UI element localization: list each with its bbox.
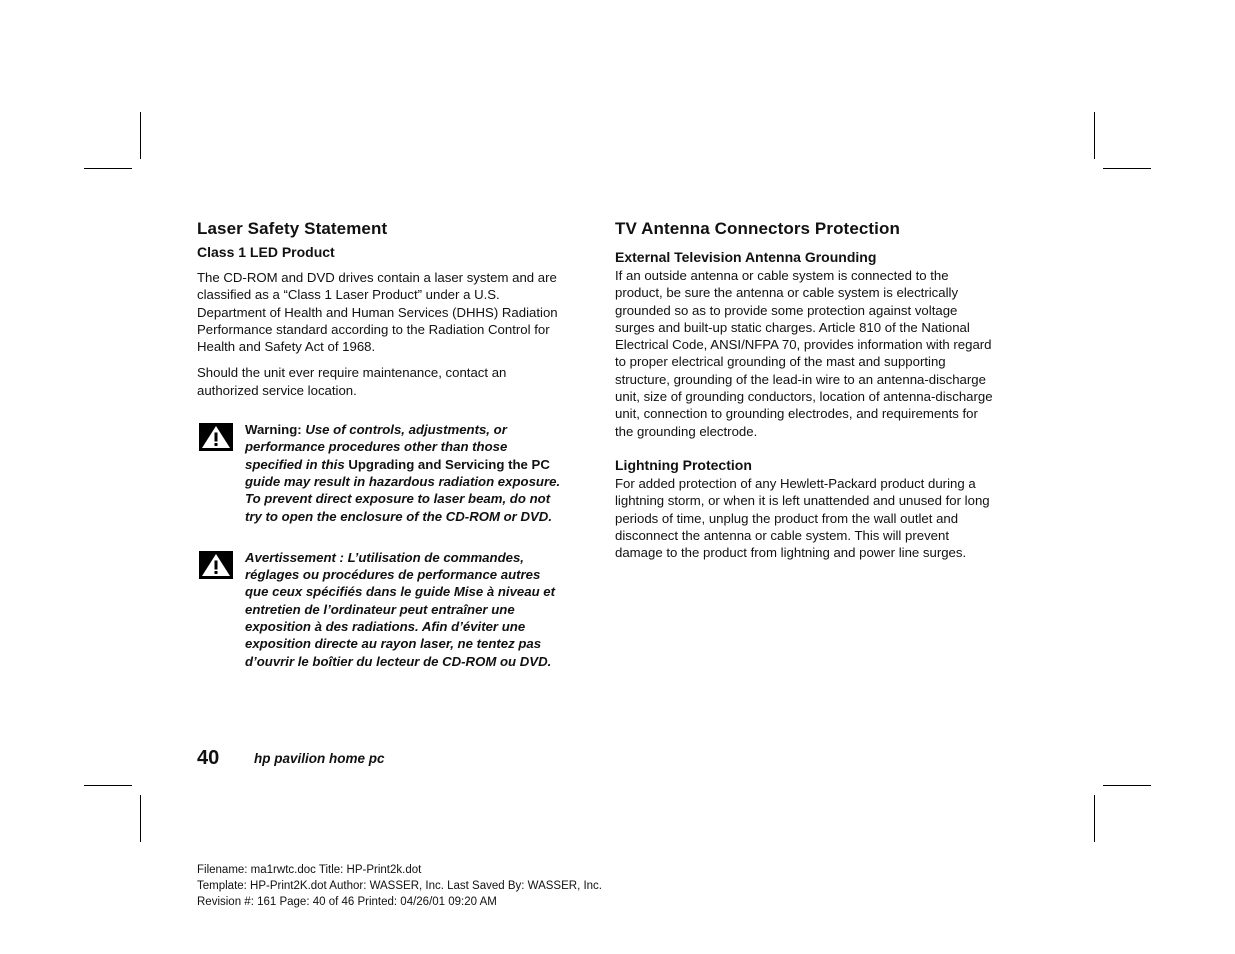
antenna-grounding-paragraph: If an outside antenna or cable system is connected to the product, be sure the antenna or cable system is electrically grounded so as to provide some protection against voltage surges and built-up static charges. Article 810 of the National Electrical Code, ANSI/NFPA 70, provides information with regard to proper electrical grounding of the mast and supporting structure, grounding of the lead-in wire to an antenna-discharge unit, size of grounding conductors, location of antenna-discharge unit, connection to grounding electrodes, and requirements for the grounding electrode. xyxy=(615,268,993,439)
meta-line-3: Revision #: 161 Page: 40 of 46 Printed: 04/26/01 09:20 AM xyxy=(197,896,497,908)
footer-title: hp pavilion home pc xyxy=(254,751,385,766)
warning-block-en xyxy=(197,421,565,525)
warning-title-ref: Upgrading and Servicing the PC xyxy=(344,456,550,472)
crop-mark-top-right-v xyxy=(1094,112,1095,159)
crop-mark-top-left-v xyxy=(140,112,141,159)
page-number: 40 xyxy=(197,747,220,769)
left-column xyxy=(197,218,565,670)
crop-mark-bottom-left-h xyxy=(84,785,132,786)
antenna-grounding-subheading: External Television Antenna Grounding xyxy=(615,249,877,265)
crop-mark-bottom-right-v xyxy=(1094,795,1095,842)
warning-triangle-icon xyxy=(199,423,233,451)
document-metadata xyxy=(197,862,602,910)
meta-line-2: Template: HP-Print2K.dot Author: WASSER, Inc. Last Saved By: WASSER, Inc. xyxy=(197,880,603,892)
crop-mark-bottom-left-v xyxy=(140,795,141,842)
crop-mark-top-right-h xyxy=(1103,168,1151,169)
crop-mark-bottom-right-h xyxy=(1103,785,1151,786)
warning-text-en xyxy=(245,421,565,525)
warning-part2: guide may result in hazardous radiation exposure. To prevent direct exposure to laser beam, do not try to open the enclosure of the CD-ROM or DVD. xyxy=(245,473,561,524)
meta-line-1: Filename: ma1rwtc.doc Title: HP-Print2k.dot xyxy=(197,864,422,876)
lightning-subheading: Lightning Protection xyxy=(615,456,752,473)
warning-triangle-icon xyxy=(199,551,233,579)
laser-paragraph-2: Should the unit ever require maintenance, contact an authorized service location. xyxy=(197,365,507,398)
right-column xyxy=(615,218,993,561)
warning-text-fr: Avertissement : L’utilisation de commandes, réglages ou procédures de performance autres que ceux spécifiés dans le guide Mise à niveau et entretien de l’ordinateur peut entraîner une exposition à des radiations. Afin d’éviter une exposition directe au rayon laser, ne tentez pas d’ouvrir le boîtier du lecteur de CD-ROM ou DVD. xyxy=(245,549,556,669)
warning-block-fr xyxy=(197,549,565,670)
crop-mark-top-left-h xyxy=(84,168,132,169)
class1-subheading: Class 1 LED Product xyxy=(197,244,335,260)
warning-label: Warning: xyxy=(245,422,306,438)
laser-safety-heading: Laser Safety Statement xyxy=(197,219,388,238)
tv-antenna-heading: TV Antenna Connectors Protection xyxy=(615,219,900,238)
laser-paragraph-1: The CD-ROM and DVD drives contain a laser system and are classified as a “Class 1 Laser Product” under a U.S. Department of Health and Human Services (DHHS) Radiation Performance standard according to the Radiation Control for Health and Safety Act of 1968. xyxy=(197,270,558,355)
lightning-paragraph: For added protection of any Hewlett-Packard product during a lightning storm, or when it is left unattended and unused for long periods of time, unplug the product from the wall outlet and disconnect the antenna or cable system. This will prevent damage to the product from lightning and power line surges. xyxy=(615,475,990,561)
warning-part1: Use of controls, adjustments, or performance procedures other than those specified in this xyxy=(245,422,508,472)
